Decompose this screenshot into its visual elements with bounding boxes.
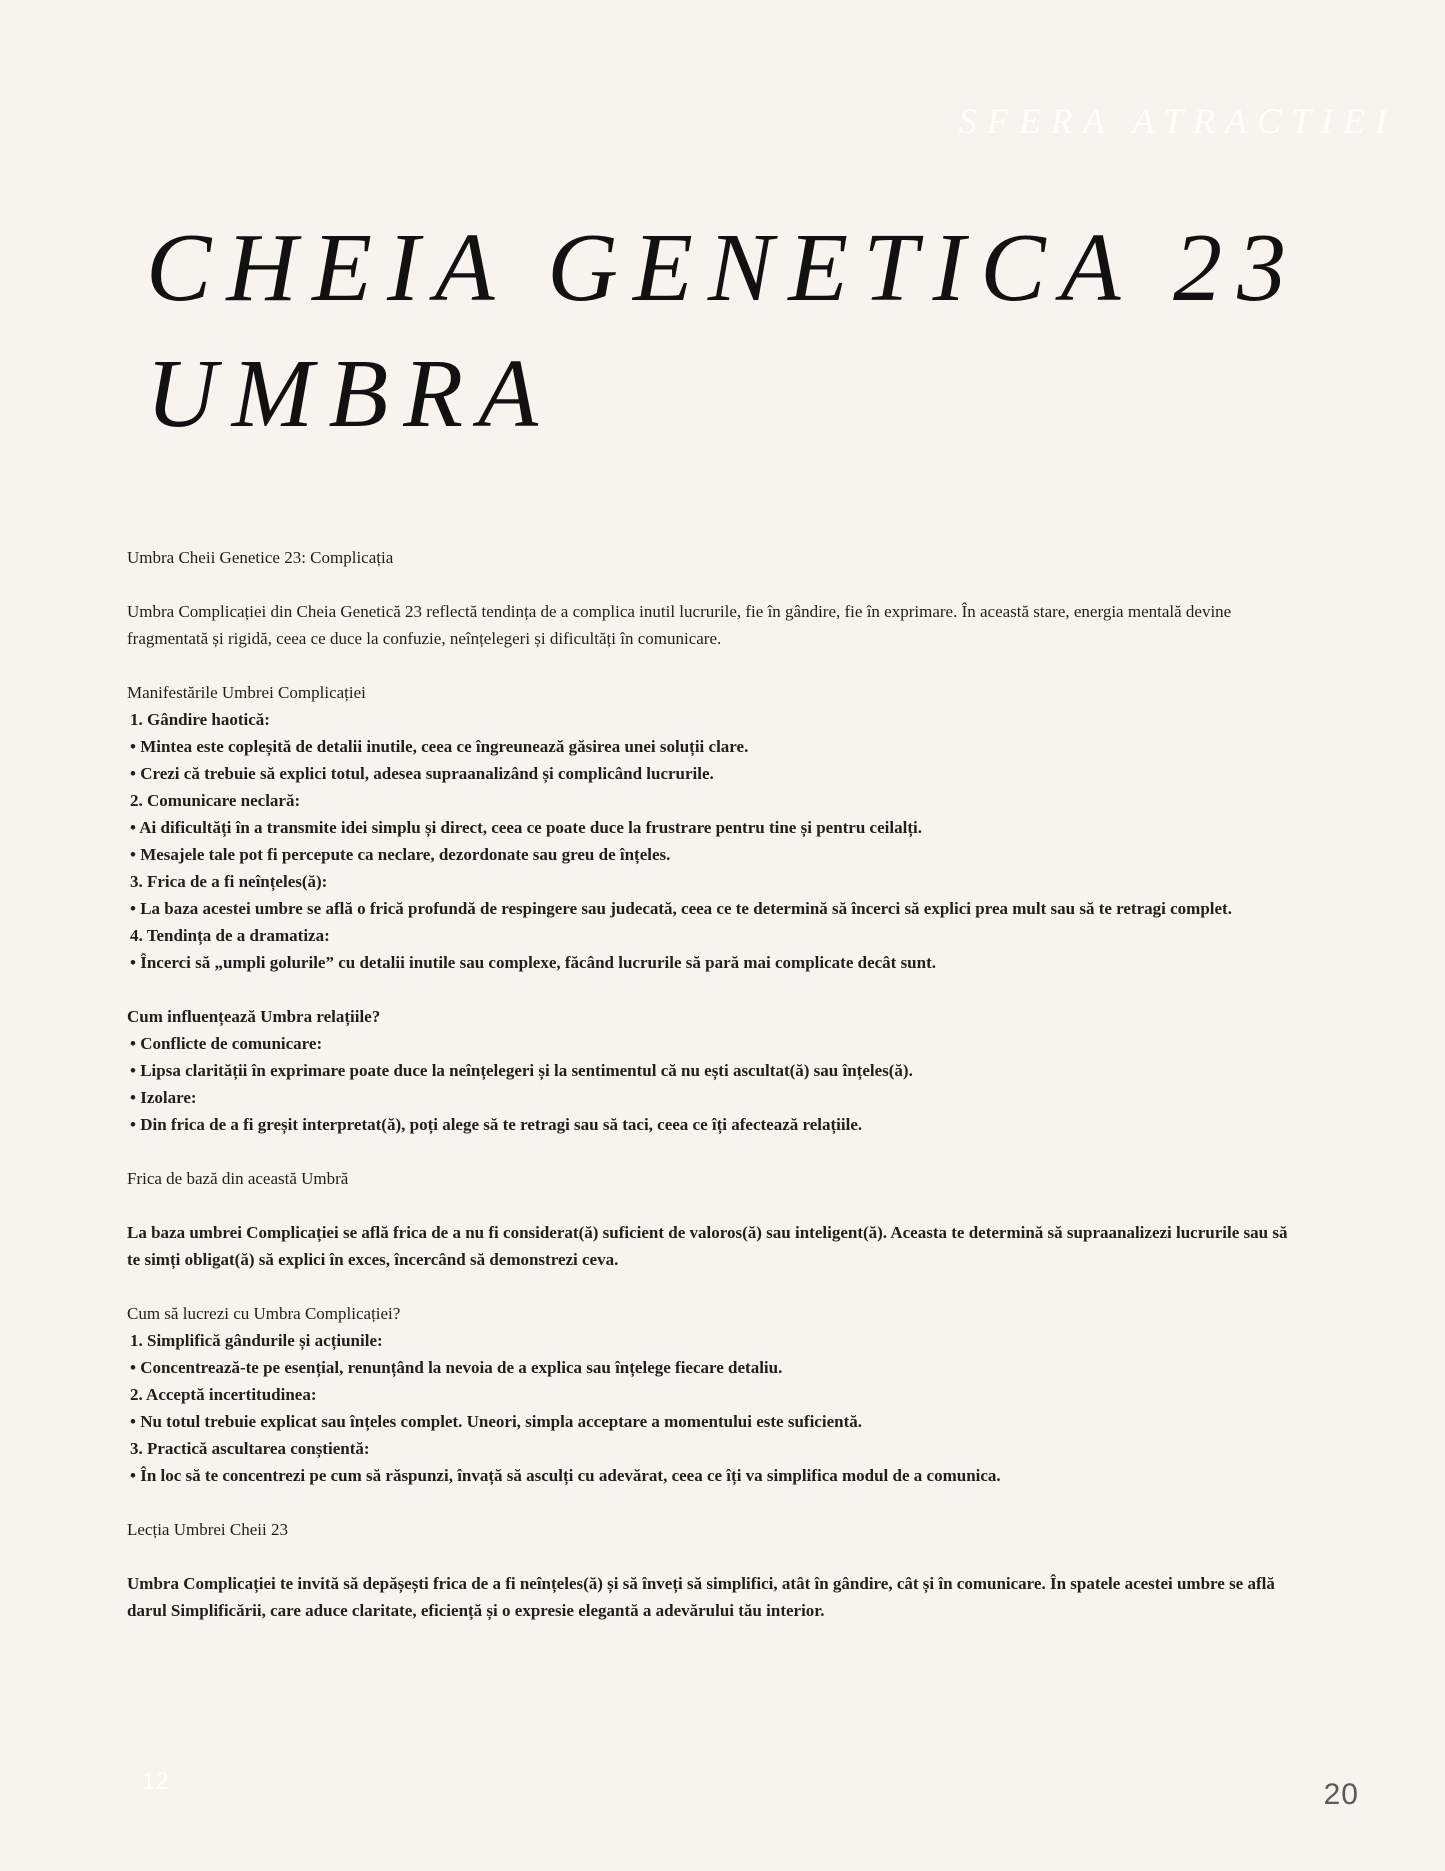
brand-watermark: SFERA ATRACTIEI xyxy=(958,101,1397,141)
page-number: 20 xyxy=(1323,1778,1359,1811)
title-line-2: UMBRA xyxy=(146,340,553,448)
list-item: • Mintea este copleșită de detalii inutile, ceea ce îngreunează găsirea unei soluții clare. xyxy=(130,737,749,756)
section-heading-lesson: Lecția Umbrei Cheii 23 xyxy=(127,1520,288,1539)
list-item: • Lipsa clarității în exprimare poate duce la neînțelegeri și la sentimentul că nu ești ascultat(ă) sau înțeles(ă). xyxy=(130,1061,913,1080)
section-heading-work: Cum să lucrezi cu Umbra Complicației? xyxy=(127,1304,401,1323)
list-item: 2. Comunicare neclară: xyxy=(130,791,301,810)
list-item: 3. Practică ascultarea conștientă: xyxy=(130,1439,370,1458)
list-item: • Nu totul trebuie explicat sau înțeles complet. Uneori, simpla acceptare a momentului este suficientă. xyxy=(130,1412,862,1431)
title-line-1: CHEIA GENETICA 23 xyxy=(146,214,1302,322)
fear-paragraph: La baza umbrei Complicației se află frica de a nu fi considerat(ă) suficient de valoros(ă) sau inteligent(ă). Aceasta te determină să supraanalizezi lucrurile sau să te simți obligat(ă) să explici în exces, încercând să demonstrezi ceva. xyxy=(127,1223,1288,1269)
list-item: • Încerci să „umpli golurile” cu detalii inutile sau complexe, făcând lucrurile să pară mai complicate decât sunt. xyxy=(130,953,937,972)
list-item: • La baza acestei umbre se află o frică profundă de respingere sau judecată, ceea ce te determină să încerci să explici prea mult sau să te retragi complet. xyxy=(130,899,1232,918)
list-item: • Izolare: xyxy=(130,1088,197,1107)
list-item: • Concentrează-te pe esențial, renunțând la nevoia de a explica sau înțelege fiecare detaliu. xyxy=(130,1358,783,1377)
section-heading-manifestations: Manifestările Umbrei Complicației xyxy=(127,683,366,702)
list-item: 4. Tendința de a dramatiza: xyxy=(130,926,330,945)
section-heading-fear: Frica de bază din această Umbră xyxy=(127,1169,349,1188)
list-item: 3. Frica de a fi neînțeles(ă): xyxy=(130,872,328,891)
lesson-paragraph: Umbra Complicației te invită să depășești frica de a fi neînțeles(ă) și să înveți să simplifici, atât în gândire, cât și în comunicare. În spatele acestei umbre se află darul Simplificării, care aduce claritate, eficiență și o expresie elegantă a adevărului tău interior. xyxy=(127,1574,1275,1620)
list-item: • Crezi că trebuie să explici totul, adesea supraanalizând și complicând lucrurile. xyxy=(130,764,714,783)
list-item: 1. Gândire haotică: xyxy=(130,710,270,729)
list-item: 2. Acceptă incertitudinea: xyxy=(130,1385,317,1404)
section-heading-shadow: Umbra Cheii Genetice 23: Complicația xyxy=(127,548,394,567)
list-item: • Mesajele tale pot fi percepute ca neclare, dezordonate sau greu de înțeles. xyxy=(130,845,671,864)
list-item: • Din frica de a fi greșit interpretat(ă), poți alege să te retragi sau să taci, ceea ce îți afectează relațiile. xyxy=(130,1115,863,1134)
list-item: 1. Simplifică gândurile și acțiunile: xyxy=(130,1331,383,1350)
page-title xyxy=(146,205,1386,457)
list-item: • Conflicte de comunicare: xyxy=(130,1034,323,1053)
intro-paragraph: Umbra Complicației din Cheia Genetică 23 reflectă tendința de a complica inutil lucrurile, fie în gândire, fie în exprimare. În această stare, energia mentală devine fragmentată și rigidă, ceea ce duce la confuzie, neînțelegeri și dificultăți în comunicare. xyxy=(127,602,1232,648)
list-item: • Ai dificultăți în a transmite idei simplu și direct, ceea ce poate duce la frustrare pentru tine și pentru ceilalți. xyxy=(130,818,922,837)
section-heading-relationships: Cum influențează Umbra relațiile? xyxy=(127,1007,381,1026)
footer-watermark-number: 12 xyxy=(142,1768,169,1795)
body-content xyxy=(127,544,1302,1624)
list-item: • În loc să te concentrezi pe cum să răspunzi, învață să asculți cu adevărat, ceea ce îți va simplifica modul de a comunica. xyxy=(130,1466,1001,1485)
